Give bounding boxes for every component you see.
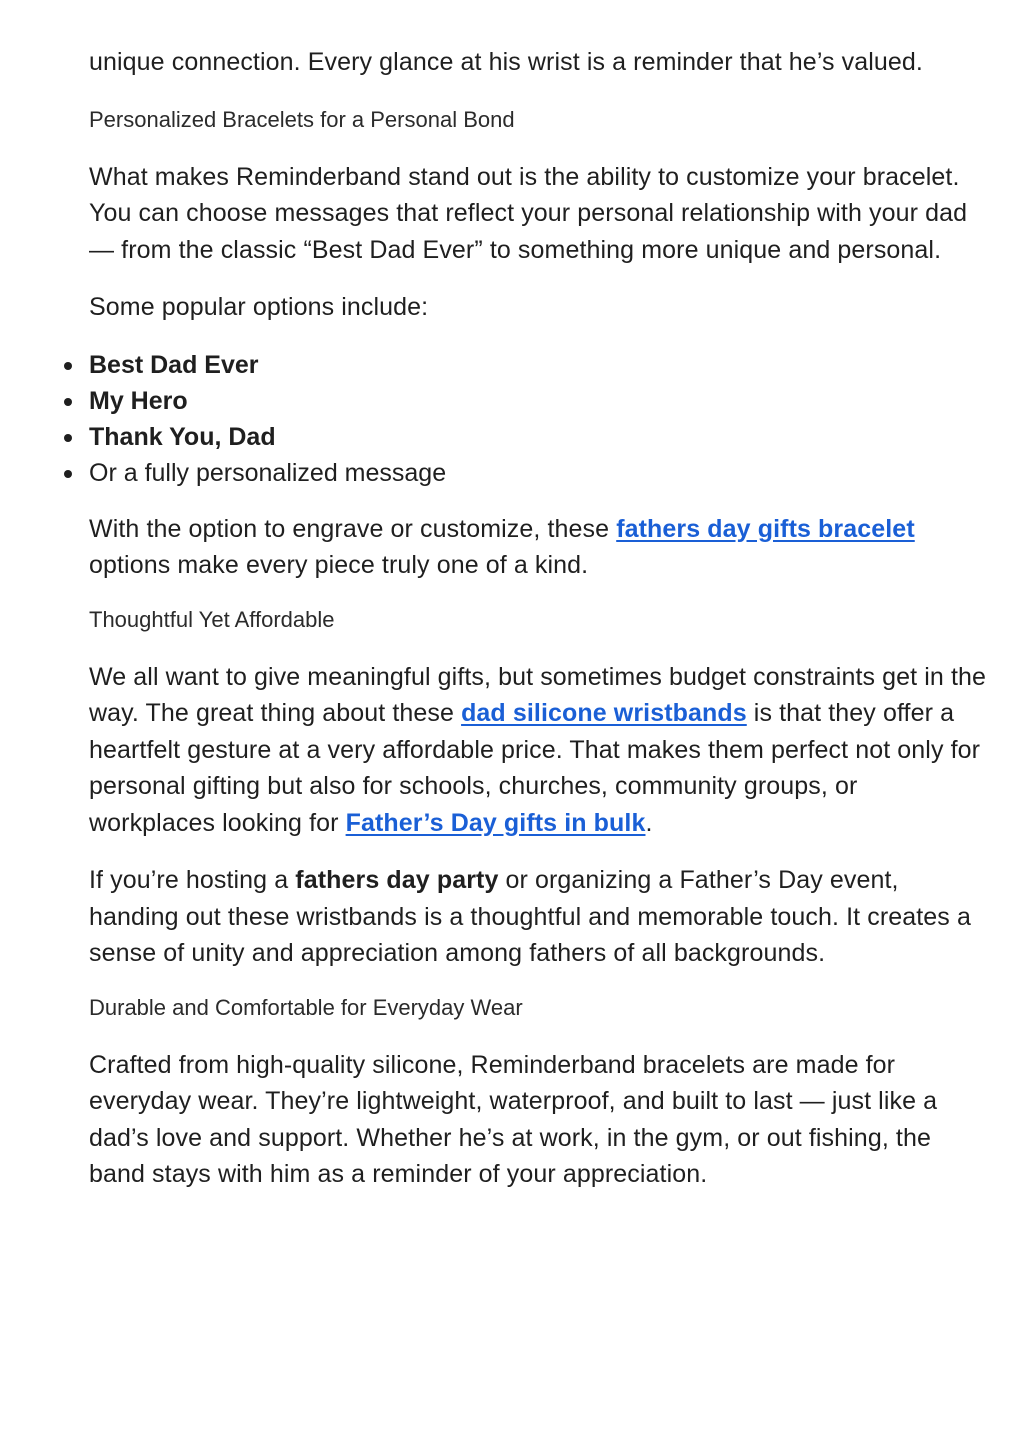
list-item: Thank You, Dad [89, 419, 989, 455]
text-span: With the option to engrave or customize, these [89, 514, 617, 543]
personalized-paragraph: What makes Reminderband stand out is the ability to customize your bracelet. You can choose messages that reflect your personal relationship with your dad — from the classic “Best Dad Ever” to something more unique and personal. [89, 162, 968, 264]
section-heading-personalized: Personalized Bracelets for a Personal Bond [89, 106, 515, 132]
list-item: Best Dad Ever [89, 347, 989, 383]
durable-paragraph: Crafted from high-quality silicone, Reminderband bracelets are made for everyday wear. They’re lightweight, waterproof, and built to last — just like a dad’s love and support. Whether he’s at work, in the gym, or out fishing, the band stays with him as a reminder of your appreciation. [89, 1050, 938, 1188]
text-span: If you’re hosting a [89, 866, 296, 894]
options-intro: Some popular options include: [89, 293, 429, 321]
text-span: . [645, 808, 653, 837]
affordable-paragraph [89, 659, 989, 842]
options-list [89, 347, 989, 491]
fathers-day-gifts-in-bulk-link[interactable]: Father’s Day gifts in bulk [345, 808, 646, 837]
dad-silicone-wristbands-link[interactable]: dad silicone wristbands [461, 699, 747, 727]
intro-paragraph: unique connection. Every glance at his wrist is a reminder that he’s valued. [89, 48, 923, 76]
text-span: options make every piece truly one of a kind. [89, 551, 589, 579]
engrave-paragraph [89, 511, 989, 584]
article-content [89, 44, 989, 1214]
list-item: My Hero [89, 383, 989, 419]
text-span: We all want to give meaningful gifts, but sometimes budget constraints get in the way. The great thing about these [89, 662, 987, 727]
list-item: Or a fully personalized message [89, 455, 989, 491]
party-paragraph [89, 862, 989, 972]
text-span: is that they offer a heartfelt gesture at a very affordable price. That makes them perfect not only for personal gifting but also for schools, churches, community groups, or workplaces looking for [89, 699, 981, 837]
text-span: or organizing a Father’s Day event, handing out these wristbands is a thoughtful and memorable touch. It creates a sense of unity and appreciation among fathers of all backgrounds. [89, 866, 971, 967]
fathers-day-party-emphasis: fathers day party [295, 866, 499, 894]
section-heading-durable: Durable and Comfortable for Everyday Wear [89, 994, 523, 1020]
section-heading-affordable: Thoughtful Yet Affordable [89, 606, 335, 632]
fathers-day-gifts-bracelet-link[interactable]: fathers day gifts bracelet [616, 514, 915, 543]
